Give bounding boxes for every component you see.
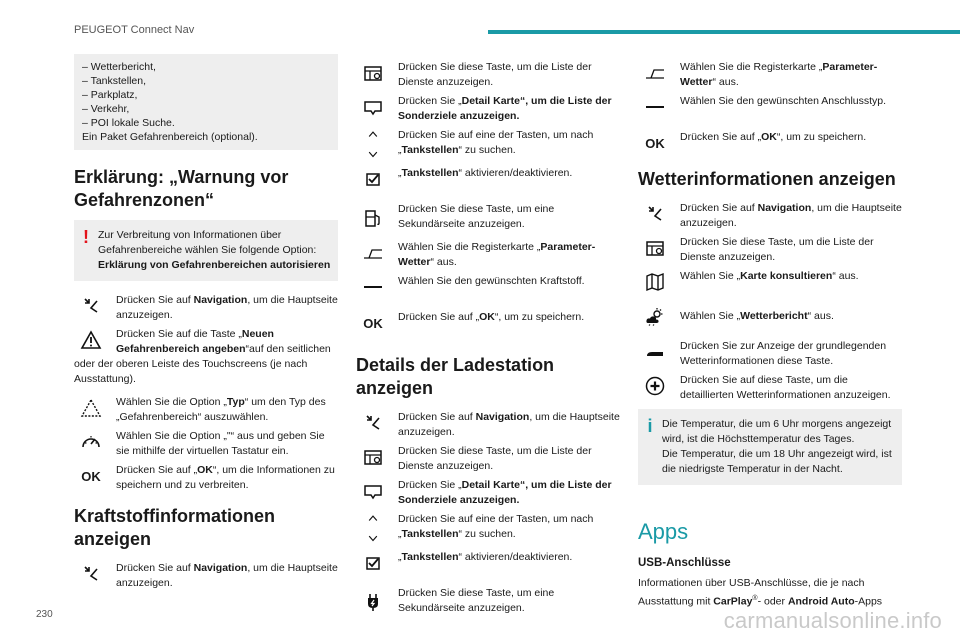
step-text bbox=[398, 548, 572, 565]
step-row bbox=[356, 548, 620, 578]
registered-mark: ® bbox=[752, 595, 758, 602]
step-text-bold: Navigation bbox=[475, 411, 530, 423]
step-row bbox=[638, 371, 902, 403]
step-text-bold: Karte konsultieren bbox=[740, 270, 833, 282]
step-row bbox=[638, 267, 902, 297]
step-text-part: “ um den Typ des „Gefahrenbereich“ auszuwählen. bbox=[116, 396, 326, 423]
step-text-bold: OK bbox=[197, 464, 213, 476]
step-text: Drücken Sie diese Taste, um eine Sekundärseite anzuzeigen. bbox=[398, 587, 555, 614]
triangle-dots-icon bbox=[74, 393, 108, 423]
step-row bbox=[356, 584, 620, 620]
step-text-part: Drücken Sie auf eine der Tasten, um nach „ bbox=[398, 129, 594, 156]
info-note bbox=[638, 409, 902, 485]
step-text-part: “, um zu speichern. bbox=[494, 311, 585, 323]
ok-icon-label: OK bbox=[81, 468, 101, 484]
step-text-bold: Detail Karte“, um die Liste der Sonderziele anzuzeigen. bbox=[398, 479, 612, 506]
step-row bbox=[356, 308, 620, 338]
step-text-bold: Tankstellen bbox=[401, 167, 459, 179]
step-text bbox=[398, 126, 620, 158]
step-text bbox=[398, 408, 620, 440]
step-text-bold: Typ bbox=[226, 396, 245, 408]
step-row bbox=[74, 291, 338, 323]
step-row bbox=[638, 299, 902, 335]
step-text-part: “auf den seitlichen bbox=[245, 343, 331, 355]
usb-paragraph bbox=[638, 575, 902, 610]
chevron-up-down-icon bbox=[356, 510, 390, 546]
step-text-part: , um die Hauptseite anzuzeigen. bbox=[116, 562, 338, 589]
navigation-icon bbox=[74, 291, 108, 321]
section-title-apps: Apps bbox=[638, 519, 689, 544]
step-text-part: Wählen Sie „ bbox=[680, 310, 741, 322]
step-row bbox=[356, 408, 620, 440]
header-title: PEUGEOT Connect Nav bbox=[74, 24, 195, 36]
step-text-part: „ bbox=[398, 167, 402, 179]
navigation-icon bbox=[74, 559, 108, 589]
ok-icon bbox=[74, 461, 108, 491]
step-text-bold: Navigation bbox=[757, 202, 812, 214]
step-text bbox=[116, 461, 338, 493]
navigation-icon bbox=[638, 199, 672, 229]
warning-note bbox=[74, 220, 338, 281]
subsection-title-usb: USB-Anschlüsse bbox=[638, 557, 731, 569]
list-item: Ein Paket Gefahrenbereich (optional). bbox=[82, 131, 258, 143]
step-text: Wählen Sie die Option „"“ aus und geben Sie sie mithilfe der virtuellen Tastatur ein. bbox=[116, 430, 325, 457]
step-text bbox=[398, 510, 620, 542]
step-text-bold: OK bbox=[761, 131, 777, 143]
step-row bbox=[74, 461, 338, 493]
step-text-part: “ aktivieren/deaktivieren. bbox=[458, 551, 573, 563]
step-row bbox=[638, 199, 902, 231]
section-title-weather: Wetterinformationen anzeigen bbox=[638, 169, 896, 189]
info-icon: i bbox=[647, 416, 653, 436]
chevron-up-down-icon bbox=[356, 126, 390, 162]
step-text bbox=[398, 164, 572, 181]
step-text: Wählen Sie den gewünschten Anschlusstyp. bbox=[680, 95, 887, 107]
step-text-part: “ aus. bbox=[832, 270, 859, 282]
step-text-bold: Wetterbericht bbox=[740, 310, 808, 322]
step-text-part: , um die Hauptseite anzuzeigen. bbox=[116, 294, 338, 321]
step-row bbox=[638, 337, 902, 369]
step-row bbox=[74, 559, 338, 591]
checkbox-icon bbox=[356, 164, 390, 194]
ok-icon-label: OK bbox=[645, 135, 665, 151]
section-title-danger-zones: Erklärung: „Warnung vor Gefahrenzonen“ bbox=[74, 167, 289, 210]
step-row bbox=[638, 233, 902, 265]
watermark: carmanualsonline.info bbox=[723, 608, 942, 633]
step-text-part: “ aus. bbox=[430, 256, 457, 268]
step-row bbox=[74, 393, 338, 425]
step-text-part: Drücken Sie „ bbox=[398, 95, 462, 107]
ok-icon bbox=[356, 308, 390, 338]
services-list-icon bbox=[638, 233, 672, 263]
step-text-bold: Navigation bbox=[193, 562, 248, 574]
step-text bbox=[680, 58, 902, 90]
step-row bbox=[356, 442, 620, 474]
step-row bbox=[638, 92, 902, 122]
list-item: – Verkehr, bbox=[82, 103, 130, 115]
step-row bbox=[74, 325, 338, 357]
step-text bbox=[116, 325, 338, 357]
warning-triangle-icon bbox=[74, 325, 108, 355]
info-note-text: Die Temperatur, die um 18 Uhr angezeigt wird, ist die niedrigste Temperatur in der Nacht. bbox=[662, 448, 892, 475]
charging-plug-icon bbox=[356, 584, 390, 620]
step-text-part: Drücken Sie auf „ bbox=[116, 464, 198, 476]
step-text-part: Drücken Sie auf bbox=[116, 562, 194, 574]
step-row bbox=[638, 58, 902, 90]
step-text-part: “ zu suchen. bbox=[458, 144, 516, 156]
step-text: Drücken Sie diese Taste, um eine Sekundärseite anzuzeigen. bbox=[398, 203, 555, 230]
step-text-part: Drücken Sie auf bbox=[398, 411, 476, 423]
step-row bbox=[74, 427, 338, 459]
tab-icon bbox=[356, 238, 390, 268]
info-note-text: Die Temperatur, die um 6 Uhr morgens angezeigt wird, ist die Höchsttemperatur des Tages. bbox=[662, 418, 892, 445]
selection-bar-icon bbox=[638, 92, 672, 122]
step-text bbox=[398, 476, 620, 508]
para-bold: Android Auto bbox=[787, 595, 855, 608]
step-row bbox=[638, 128, 902, 158]
step-text-part: Drücken Sie „ bbox=[398, 479, 462, 491]
weather-icon bbox=[638, 299, 672, 335]
step-text bbox=[680, 128, 866, 145]
warning-icon: ! bbox=[83, 227, 89, 247]
step-text-part: “ aus. bbox=[807, 310, 834, 322]
services-list-icon bbox=[356, 58, 390, 88]
step-text-part: Wählen Sie die Option „ bbox=[116, 396, 227, 408]
warning-note-body bbox=[98, 228, 332, 273]
step-text-part: “ zu suchen. bbox=[458, 528, 516, 540]
step-text-bold: Parameter-Wetter bbox=[398, 241, 596, 268]
step-text bbox=[398, 92, 620, 124]
step-text bbox=[116, 393, 338, 425]
step-text bbox=[398, 308, 584, 325]
step-row bbox=[356, 58, 620, 90]
column-1 bbox=[74, 54, 338, 593]
column-3 bbox=[638, 58, 902, 610]
page-number: 230 bbox=[36, 609, 53, 620]
para-bold: CarPlay bbox=[713, 595, 753, 608]
ok-icon-label: OK bbox=[363, 315, 383, 331]
step-text-part: Drücken Sie auf bbox=[680, 202, 758, 214]
step-text: Drücken Sie diese Taste, um die Liste der Dienste anzuzeigen. bbox=[680, 236, 874, 263]
step-text-bold: OK bbox=[479, 311, 495, 323]
step-text-bold: Tankstellen bbox=[401, 551, 459, 563]
list-item: – Wetterbericht, bbox=[82, 61, 156, 73]
step-row bbox=[356, 272, 620, 302]
warning-note-option: Erklärung von Gefahrenbereichen autorisieren bbox=[98, 259, 331, 271]
step-row bbox=[356, 238, 620, 270]
step-text: Drücken Sie auf diese Taste, um die detaillierten Wetterinformationen anzuzeigen. bbox=[680, 374, 891, 401]
step-text bbox=[680, 199, 902, 231]
column-2 bbox=[356, 58, 620, 622]
step-text-part: Drücken Sie auf die Taste „ bbox=[116, 328, 242, 340]
warning-note-text: Zur Verbreitung von Informationen über Gefahrenbereiche wählen Sie folgende Option: bbox=[98, 229, 317, 256]
step-text-bold: Detail Karte“, um die Liste der Sonderziele anzuzeigen. bbox=[398, 95, 612, 122]
step-row bbox=[356, 200, 620, 236]
step-text-bold: Neuen Gefahrenbereich angeben bbox=[116, 328, 274, 355]
header-accent-bar bbox=[488, 30, 960, 34]
step-row bbox=[356, 476, 620, 508]
step-text-bold: Tankstellen bbox=[401, 144, 459, 156]
map-detail-icon bbox=[356, 92, 390, 122]
step-text bbox=[116, 559, 338, 591]
section-title-fuel-info: Kraftstoffinformationen anzeigen bbox=[74, 506, 275, 549]
weather-summary-icon bbox=[638, 337, 672, 367]
step-text-part: “, um zu speichern. bbox=[776, 131, 867, 143]
selection-bar-icon bbox=[356, 272, 390, 302]
step-continuation: oder der oberen Leiste des Touchscreens (je nach Ausstattung). bbox=[74, 358, 308, 385]
step-text-bold: Parameter-Wetter bbox=[680, 61, 878, 88]
para-part: Informationen über USB-Anschlüsse, die je nach Ausstattung mit bbox=[638, 577, 865, 608]
checkbox-icon bbox=[356, 548, 390, 578]
step-text bbox=[680, 299, 834, 324]
step-text-part: Drücken Sie auf „ bbox=[680, 131, 762, 143]
navigation-icon bbox=[356, 408, 390, 438]
step-text-bold: Navigation bbox=[193, 294, 248, 306]
step-row bbox=[356, 164, 620, 194]
map-detail-icon bbox=[356, 476, 390, 506]
step-text bbox=[116, 291, 338, 323]
step-text bbox=[680, 267, 859, 284]
speedometer-icon bbox=[74, 427, 108, 457]
step-text-part: „ bbox=[398, 551, 402, 563]
info-note-body bbox=[662, 417, 896, 477]
step-text-part: Drücken Sie auf „ bbox=[398, 311, 480, 323]
step-row bbox=[356, 126, 620, 162]
step-text-part: Wählen Sie „ bbox=[680, 270, 741, 282]
list-item: – Parkplatz, bbox=[82, 89, 138, 101]
list-item: – Tankstellen, bbox=[82, 75, 147, 87]
list-item: – POI lokale Suche. bbox=[82, 117, 175, 129]
step-text-part: “ aus. bbox=[712, 76, 739, 88]
section-title-charging-station: Details der Ladestation anzeigen bbox=[356, 355, 555, 398]
step-text-part: , um die Hauptseite anzuzeigen. bbox=[398, 411, 620, 438]
step-text-bold: Tankstellen bbox=[401, 528, 459, 540]
plus-circle-icon bbox=[638, 371, 672, 401]
services-list-box bbox=[74, 54, 338, 150]
step-text: Drücken Sie diese Taste, um die Liste der Dienste anzuzeigen. bbox=[398, 61, 592, 88]
step-text-part: Wählen Sie die Registerkarte „ bbox=[398, 241, 541, 253]
map-icon bbox=[638, 267, 672, 297]
step-text-part: , um die Hauptseite anzuzeigen. bbox=[680, 202, 902, 229]
para-part: -Apps bbox=[854, 595, 883, 608]
tab-icon bbox=[638, 58, 672, 88]
ok-icon bbox=[638, 128, 672, 158]
step-text-part: Wählen Sie die Registerkarte „ bbox=[680, 61, 823, 73]
step-text bbox=[398, 238, 620, 270]
para-part: - oder bbox=[757, 595, 788, 608]
step-text: Drücken Sie diese Taste, um die Liste der Dienste anzuzeigen. bbox=[398, 445, 592, 472]
step-row bbox=[356, 92, 620, 124]
step-row bbox=[356, 510, 620, 546]
step-text-part: “, um die Informationen zu speichern und zu verbreiten. bbox=[116, 464, 335, 491]
step-text-part: Drücken Sie auf bbox=[116, 294, 194, 306]
step-text-part: Drücken Sie auf eine der Tasten, um nach „ bbox=[398, 513, 594, 540]
step-text: Wählen Sie den gewünschten Kraftstoff. bbox=[398, 275, 585, 287]
fuel-pump-icon bbox=[356, 200, 390, 236]
step-text: Drücken Sie zur Anzeige der grundlegenden Wetterinformationen diese Taste. bbox=[680, 340, 887, 367]
step-text-part: “ aktivieren/deaktivieren. bbox=[458, 167, 573, 179]
services-list-icon bbox=[356, 442, 390, 472]
